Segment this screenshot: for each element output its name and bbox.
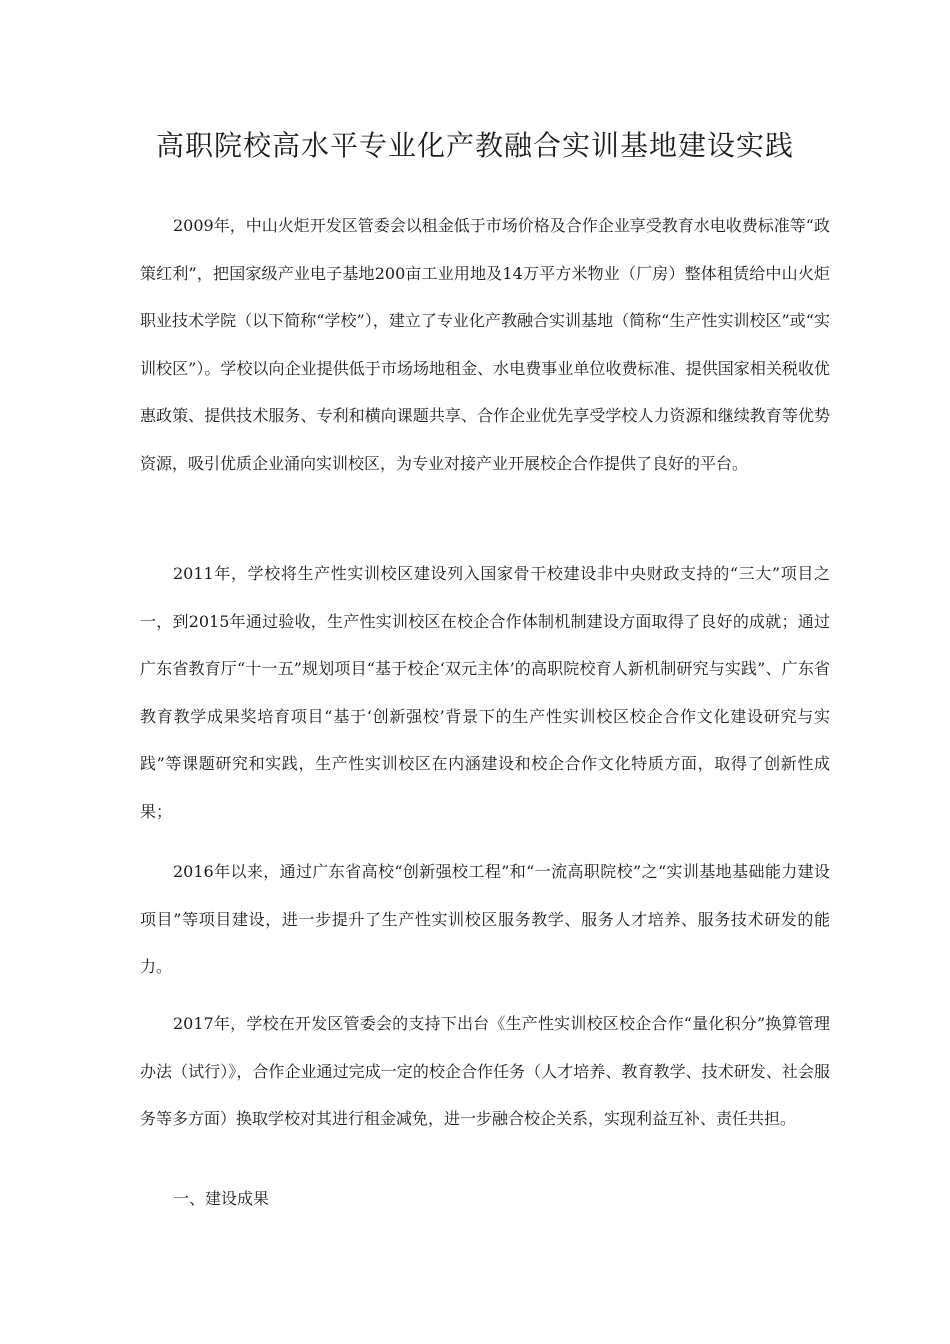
paragraph-2011: 2011年，学校将生产性实训校区建设列入国家骨干校建设非中央财政支持的“三大”项目之一，到2015年通过验收，生产性实训校区在校企合作体制机制建设方面取得了良好的成就；通过广东省教育厅“十一五”规划项目“基于校企‘双元主体’的高职院校育人新机制研究与实践”、广东省教育教学成果奖培育项目“基于‘创新强校’背景下的生产性实训校区校企合作文化建设研究与实践”等课题研究和实践，生产性实训校区在内涵建设和校企合作文化特质方面，取得了创新性成果； — [140, 564, 830, 821]
paragraph-2017: 2017年，学校在开发区管委会的支持下出台《生产性实训校区校企合作“量化积分”换算管理办法（试行）》，合作企业通过完成一定的校企合作任务（人才培养、教育教学、技术研发、社会服务等多方面）换取学校对其进行租金减免，进一步融合校企关系，实现利益互补、责任共担。 — [140, 1014, 830, 1129]
document-title: 高职院校高水平专业化产教融合实训基地建设实践 — [155, 129, 794, 162]
paragraph-2009: 2009年，中山火炬开发区管委会以租金低于市场价格及合作企业享受教育水电收费标准等“政策红利”，把国家级产业电子基地200亩工业用地及14万平方米物业（厂房）整体租赁给中山火炬职业技术学院（以下简称“学校”），建立了专业化产教融合实训基地（简称“生产性实训校区”或“实训校区”）。学校以向企业提供低于市场场地租金、水电费事业单位收费标准、提供国家相关税收优惠政策、提供技术服务、专利和横向课题共享、合作企业优先享受学校人力资源和继续教育等优势资源，吸引优质企业涌向实训校区，为专业对接产业开展校企合作提供了良好的平台。 — [140, 216, 830, 473]
paragraph-2016: 2016年以来，通过广东省高校“创新强校工程”和“一流高职院校”之“实训基地基础能力建设项目”等项目建设，进一步提升了生产性实训校区服务教学、服务人才培养、服务技术研发的能力。 — [140, 862, 830, 977]
section-heading: 一、建设成果 — [173, 1189, 270, 1208]
